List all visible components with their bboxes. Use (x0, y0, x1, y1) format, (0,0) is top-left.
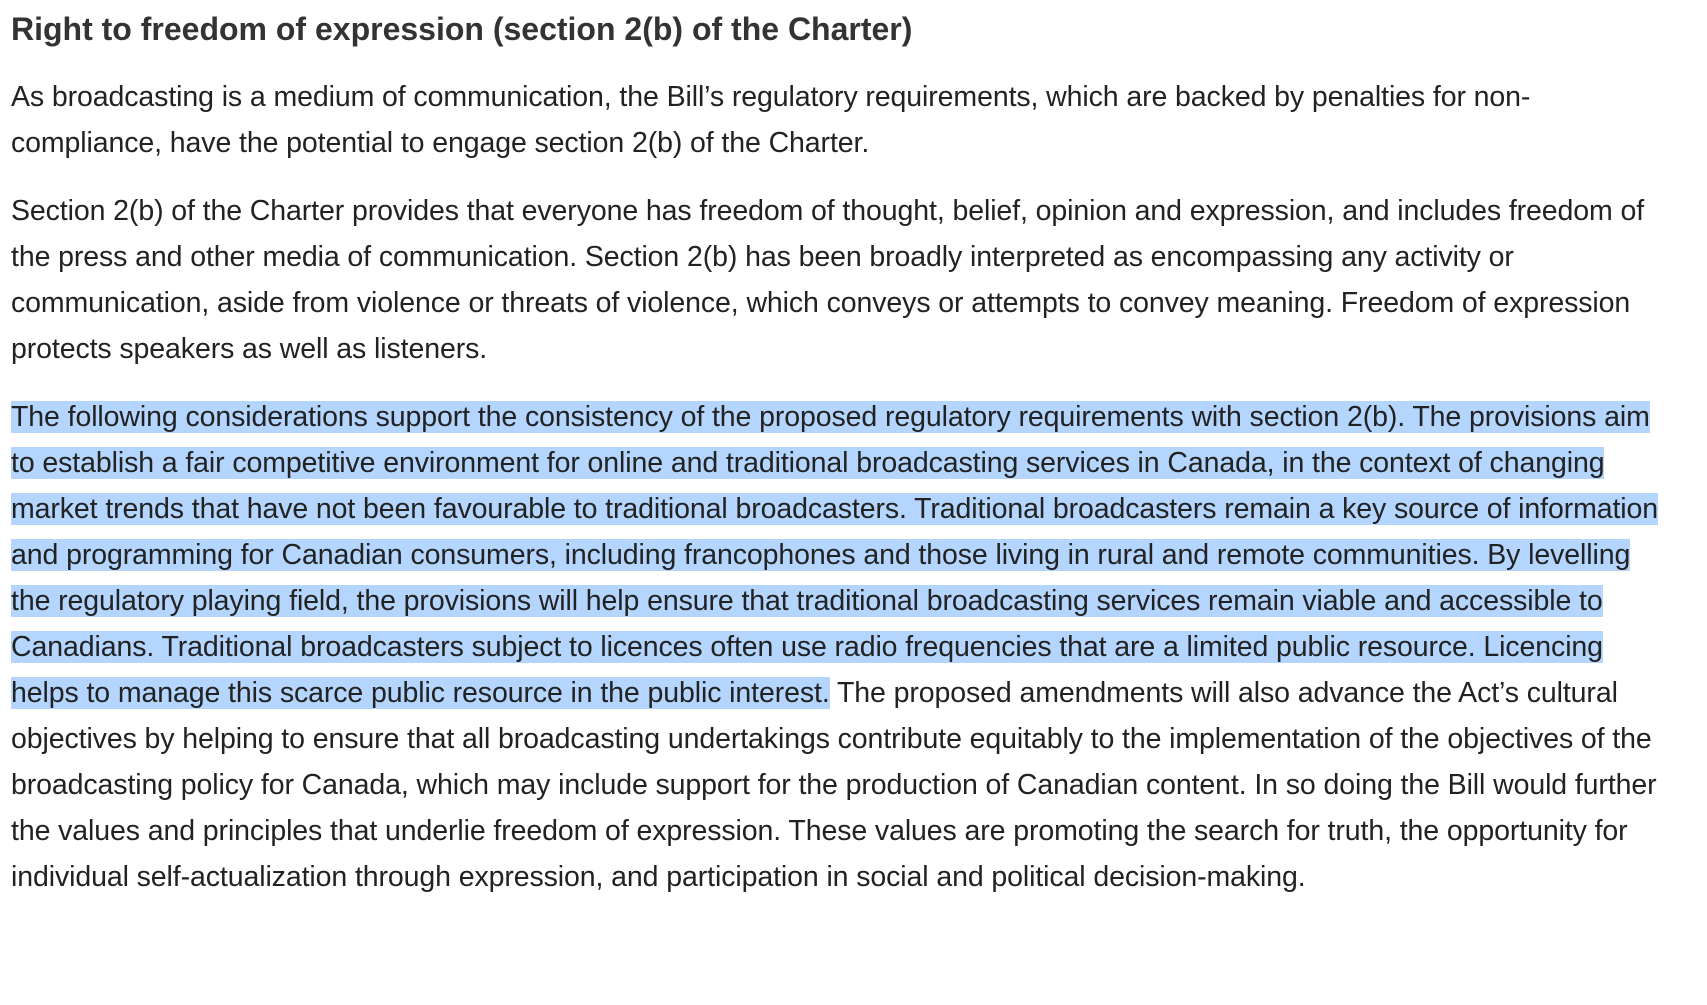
paragraph-considerations-rest[interactable]: The proposed amendments will also advance the Act’s cultural objectives by helping to ensure that all broadcasting undertakings contribute equitably to the implementation of the objectives of the broadcasting policy for Canada, which may include support for the production of Canadian content. In so doing the Bill would further the values and principles that underlie freedom of expression. These values are promoting the search for truth, the opportunity for individual self-actualization through expression, and participation in social and political decision-making. (11, 677, 1657, 893)
paragraph-section-2b-definition[interactable]: Section 2(b) of the Charter provides that everyone has freedom of thought, belief, opinion and expression, and includes freedom of the press and other media of communication. Section 2(b) has been broadly interpreted as encompassing any activity or communication, aside from violence or threats of violence, which conveys or attempts to convey meaning. Freedom of expression protects speakers as well as listeners. (11, 195, 1645, 365)
paragraph-broadcasting-medium[interactable]: As broadcasting is a medium of communication, the Bill’s regulatory requirements, which are backed by penalties for non-compliance, have the potential to engage section 2(b) of the Charter. (11, 81, 1531, 159)
section-heading: Right to freedom of expression (section 2(b) of the Charter) (11, 11, 913, 47)
selected-text-highlight[interactable]: The following considerations support the consistency of the proposed regulatory requirements with section 2(b). The provisions aim to establish a fair competitive environment for online and traditional broadcasting services in Canada, in the context of changing market trends that have not been favourable to traditional broadcasters. Traditional broadcasters remain a key source of information and programming for Canadian consumers, including francophones and those living in rural and remote communities. By levelling the regulatory playing field, the provisions will help ensure that traditional broadcasting services remain viable and accessible to Canadians. Traditional broadcasters subject to licences often use radio frequencies that are a limited public resource. Licencing helps to manage this scarce public resource in the public interest. (11, 401, 1659, 709)
article-body (11, 0, 1671, 900)
paragraph-considerations[interactable] (11, 394, 1671, 900)
